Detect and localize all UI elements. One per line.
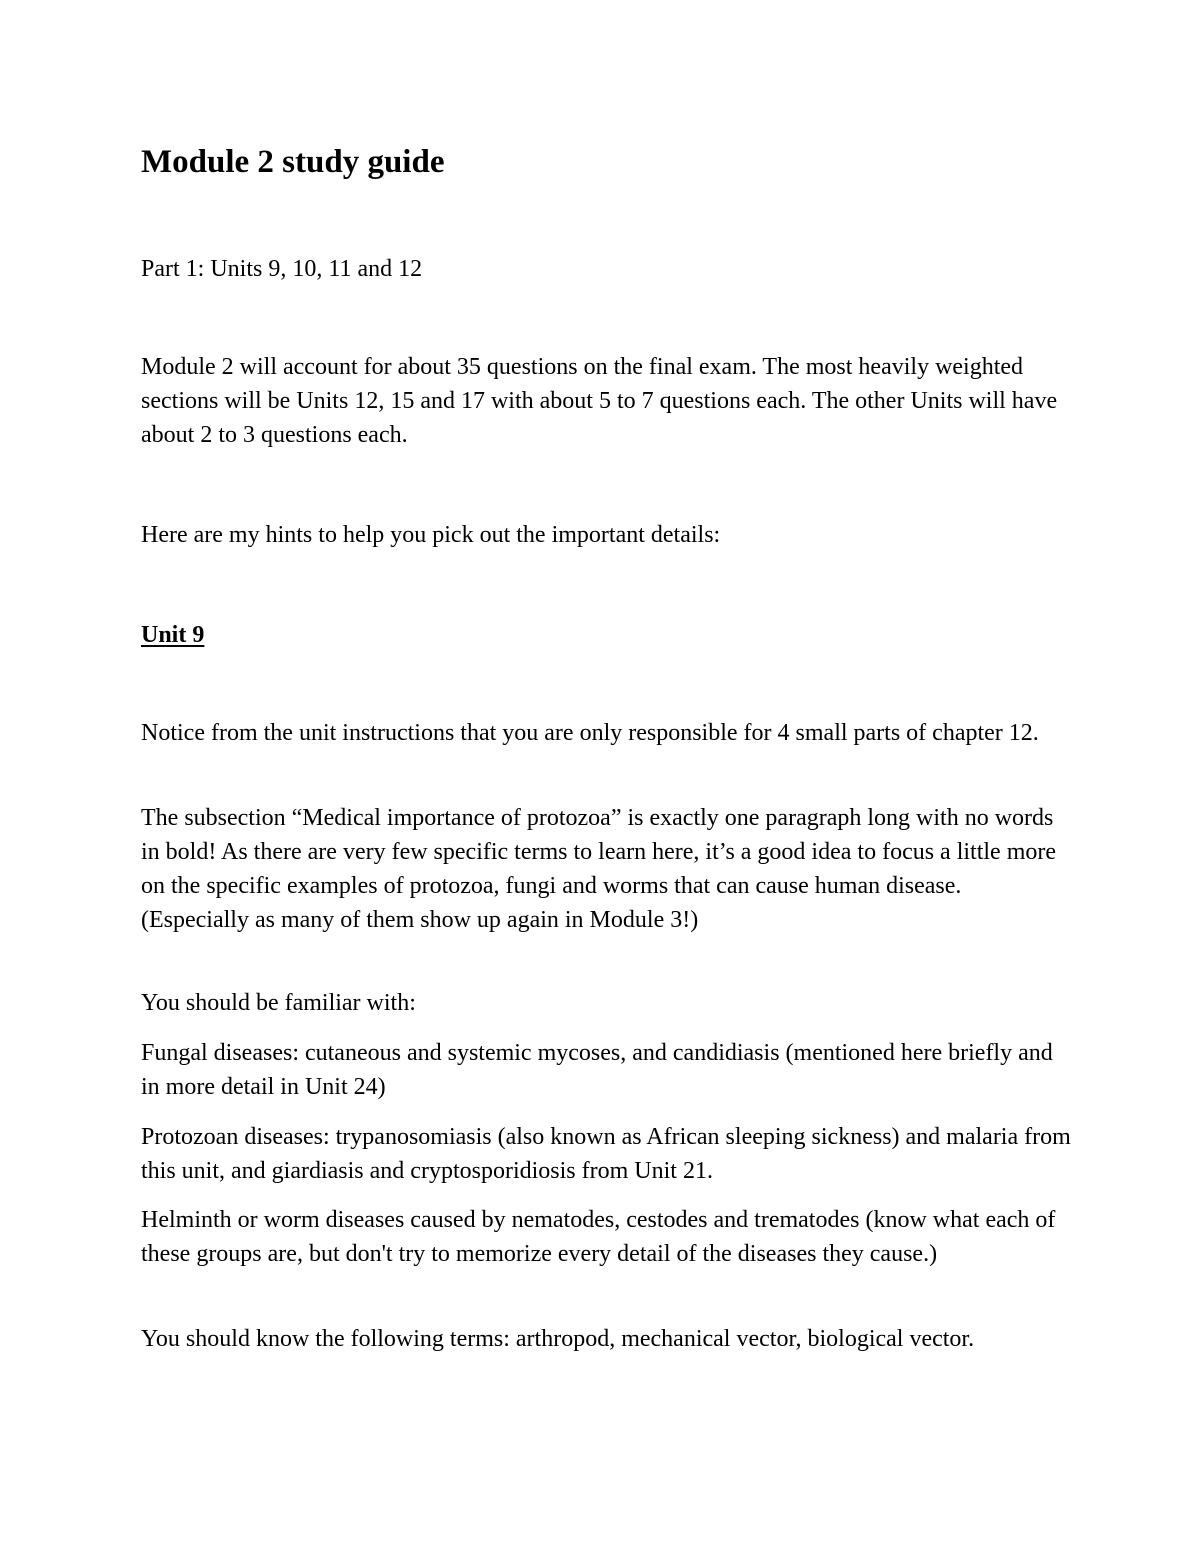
helminth-diseases-paragraph: Helminth or worm diseases caused by nematodes, cestodes and trematodes (know what each of these groups are, but don't try to memorize every detail of the diseases they cause.) (141, 1207, 1056, 1267)
familiar-with-line: You should be familiar with: (141, 990, 416, 1016)
terms-paragraph: You should know the following terms: arthropod, mechanical vector, biological vector. (141, 1326, 975, 1352)
intro-paragraph: Module 2 will account for about 35 questions on the final exam. The most heavily weighted sections will be Units 12, 15 and 17 with about 5 to 7 questions each. The other Units will have about 2 to 3 questions each. (141, 354, 1058, 448)
part-heading: Part 1: Units 9, 10, 11 and 12 (141, 256, 423, 282)
hints-line: Here are my hints to help you pick out the important details: (141, 522, 721, 548)
unit-9-heading: Unit 9 (141, 622, 205, 648)
document-title: Module 2 study guide (141, 144, 445, 180)
fungal-diseases-paragraph: Fungal diseases: cutaneous and systemic mycoses, and candidiasis (mentioned here briefly and in more detail in Unit 24) (141, 1040, 1053, 1100)
protozoan-diseases-paragraph: Protozoan diseases: trypanosomiasis (also known as African sleeping sickness) and malaria from this unit, and giardiasis and cryptosporidiosis from Unit 21. (141, 1124, 1071, 1184)
unit-9-subsection-paragraph: The subsection “Medical importance of protozoa” is exactly one paragraph long with no words in bold! As there are very few specific terms to learn here, it’s a good idea to focus a little more on the specific examples of protozoa, fungi and worms that can cause human disease. (Especially as many of them show up again in Module 3!) (141, 805, 1057, 933)
unit-9-notice-paragraph: Notice from the unit instructions that you are only responsible for 4 small parts of chapter 12. (141, 720, 1039, 746)
